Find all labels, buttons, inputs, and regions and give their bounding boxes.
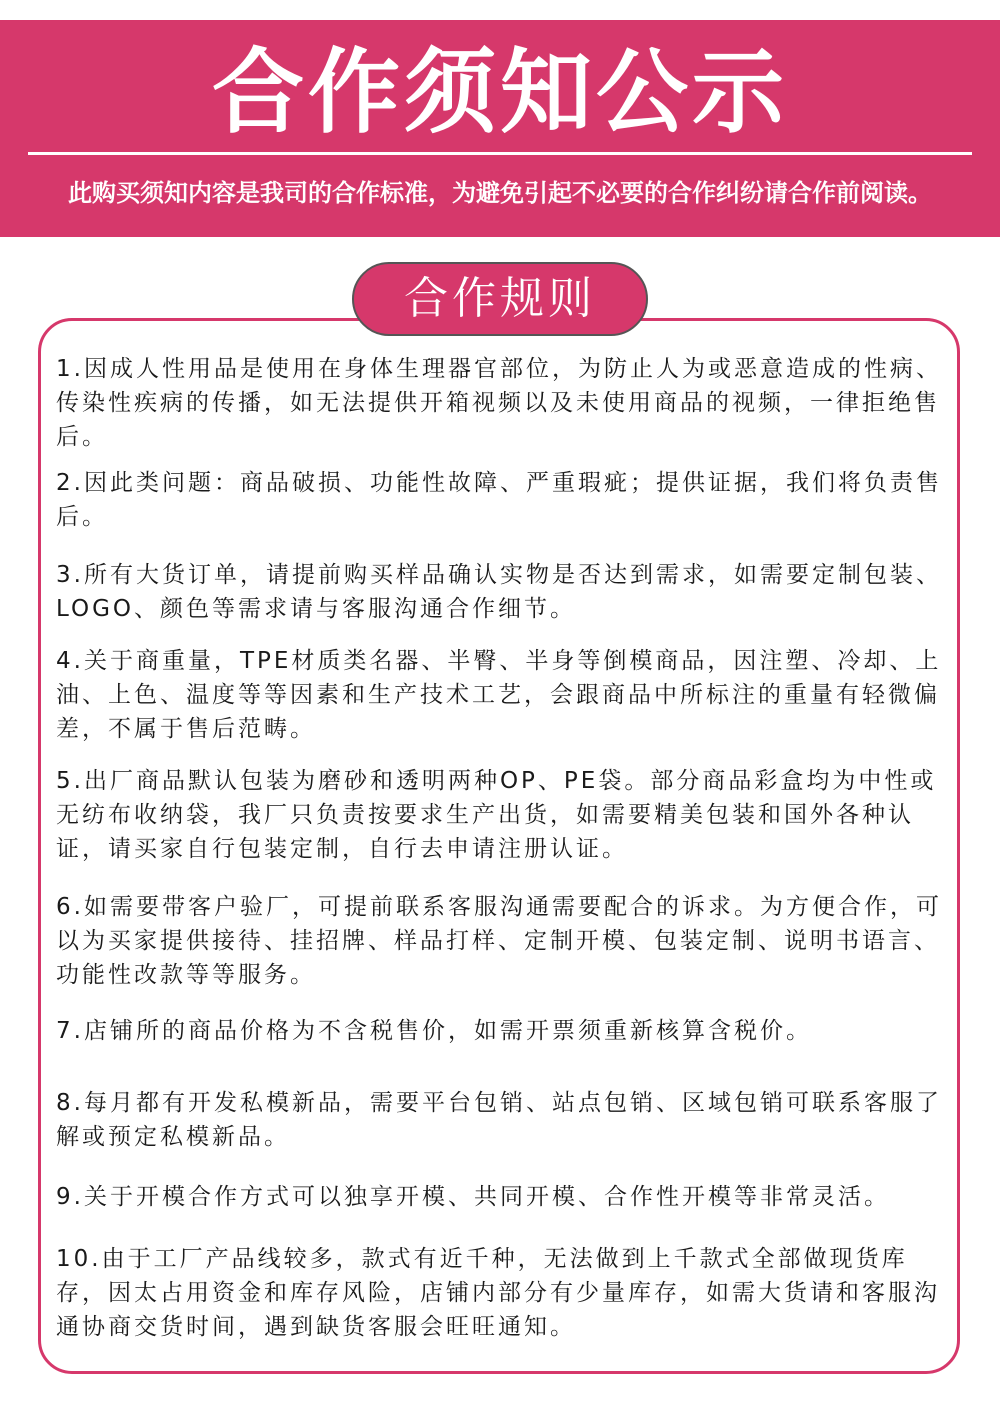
rule-item-8: 8.每月都有开发私模新品，需要平台包销、站点包销、区域包销可联系客服了解或预定私模新品。 bbox=[56, 1090, 942, 1150]
rule-item-9: 9.关于开模合作方式可以独享开模、共同开模、合作性开模等非常灵活。 bbox=[56, 1184, 890, 1210]
rule-item-7: 7.店铺所的商品价格为不含税售价，如需开票须重新核算含税价。 bbox=[56, 1018, 812, 1044]
section-title-badge: 合作规则 bbox=[352, 262, 648, 336]
banner-divider bbox=[28, 152, 972, 155]
rule-item-1: 1.因成人性用品是使用在身体生理器官部位，为防止人为或恶意造成的性病、传染性疾病的传播，如无法提供开箱视频以及未使用商品的视频，一律拒绝售后。 bbox=[56, 356, 942, 450]
rule-item-6: 6.如需要带客户验厂，可提前联系客服沟通需要配合的诉求。为方便合作，可以为买家提供接待、挂招牌、样品打样、定制开模、包装定制、说明书语言、功能性改款等等服务。 bbox=[56, 894, 942, 988]
page-title: 合作须知公示 bbox=[211, 39, 788, 146]
rule-item-3: 3.所有大货订单，请提前购买样品确认实物是否达到需求，如需要定制包装、LOGO、颜色等需求请与客服沟通合作细节。 bbox=[56, 562, 942, 622]
header-banner bbox=[0, 20, 1000, 237]
rule-item-10: 10.由于工厂产品线较多，款式有近千种，无法做到上千款式全部做现货库存，因太占用资金和库存风险，店铺内部分有少量库存，如需大货请和客服沟通协商交货时间，遇到缺货客服会旺旺通知。 bbox=[56, 1246, 940, 1340]
rule-item-5: 5.出厂商品默认包装为磨砂和透明两种OP、PE袋。部分商品彩盒均为中性或无纺布收纳袋，我厂只负责按要求生产出货，如需要精美包装和国外各种认证，请买家自行包装定制，自行去申请注册认证。 bbox=[56, 768, 937, 862]
rule-item-2: 2.因此类问题：商品破损、功能性故障、严重瑕疵；提供证据，我们将负责售后。 bbox=[56, 470, 942, 530]
page-subtitle: 此购买须知内容是我司的合作标准，为避免引起不必要的合作纠纷请合作前阅读。 bbox=[68, 179, 932, 207]
rule-item-4: 4.关于商重量，TPE材质类名器、半臀、半身等倒模商品，因注塑、冷却、上油、上色、温度等等因素和生产技术工艺，会跟商品中所标注的重量有轻微偏差，不属于售后范畴。 bbox=[56, 648, 942, 742]
